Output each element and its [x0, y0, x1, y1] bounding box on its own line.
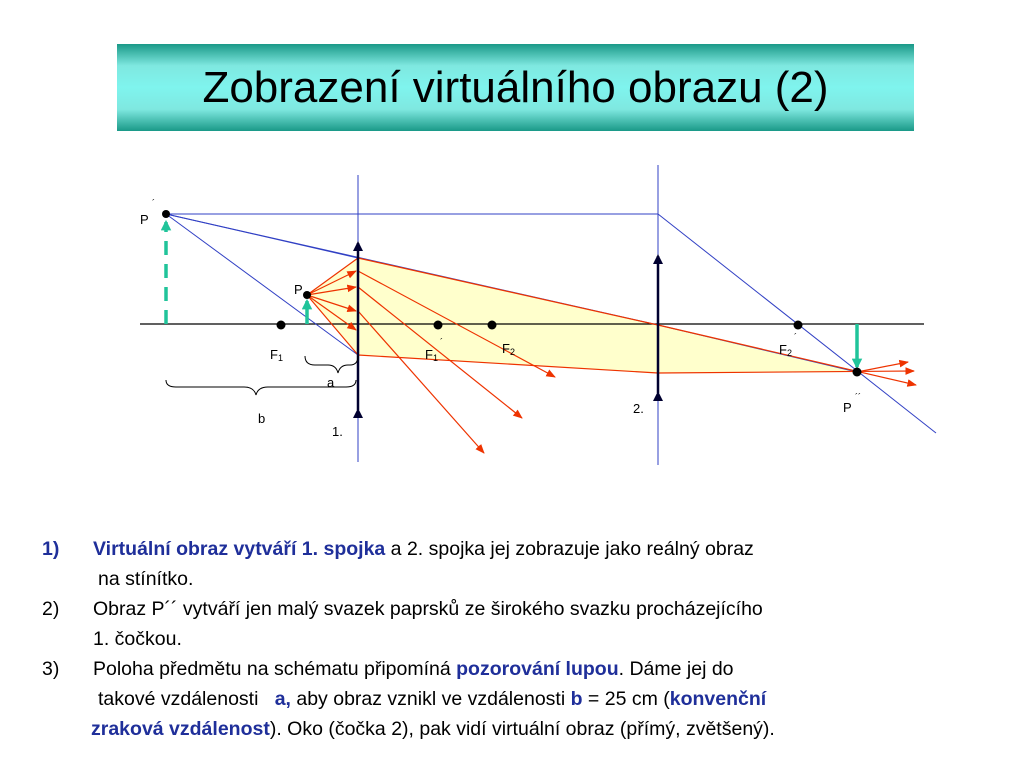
point-F1-prime — [434, 321, 443, 330]
label-P-prime: P — [140, 212, 149, 227]
beam-fill-lens1 — [307, 258, 358, 355]
note-1-continuation — [42, 564, 1012, 594]
label-P-prime-mark: ´ — [152, 198, 155, 208]
label-F2: F2 — [502, 341, 515, 357]
note-number: 2) — [42, 598, 60, 620]
note-text: ). Oko (čočka 2), pak vidí virtuální obraz (přímý, zvětšený). — [269, 718, 775, 740]
label-F2-prime-mark: ´ — [794, 332, 797, 342]
note-text: a 2. spojka jej zobrazuje jako reálný obraz — [385, 538, 754, 560]
label-F1-prime: F1 — [425, 347, 438, 363]
label-lens-1: 1. — [332, 424, 343, 439]
label-F1-prime-mark: ´ — [440, 337, 443, 347]
label-F1: F1 — [270, 347, 283, 363]
note-text: na stínítko. — [98, 568, 194, 590]
point-F2 — [488, 321, 497, 330]
label-b: b — [258, 411, 266, 426]
note-text: = 25 cm ( — [582, 688, 670, 710]
note-3-continuation — [42, 684, 1012, 714]
note-emphasis: pozorování lupou — [456, 658, 619, 680]
note-2 — [42, 594, 1012, 624]
label-P: P — [294, 282, 303, 297]
note-3 — [42, 654, 1012, 684]
note-text: Poloha předmětu na schématu připomíná — [93, 658, 457, 680]
note-text: . Dáme jej do — [618, 658, 734, 680]
point-P-double-prime — [853, 368, 862, 377]
note-number: 3) — [42, 658, 60, 680]
note-emphasis: b — [570, 688, 583, 710]
point-F1 — [277, 321, 286, 330]
note-text: aby obraz vznikl ve vzdálenosti — [290, 688, 571, 710]
note-text: 1. čočkou. — [93, 628, 182, 650]
note-text: Obraz P´´ vytváří jen malý svazek paprsků ze širokého svazku procházejícího — [93, 598, 763, 620]
note-number: 1) — [42, 538, 60, 560]
note-emphasis: Virtuální obraz vytváří 1. spojka — [93, 538, 386, 560]
notes-list — [42, 534, 1012, 744]
label-P-double-prime-mark: ´´ — [855, 392, 861, 402]
label-a: a — [327, 375, 335, 390]
label-F2-prime: F2 — [779, 342, 792, 358]
note-2-continuation — [42, 624, 1012, 654]
note-emphasis: zraková vzdálenost — [91, 718, 270, 740]
slide-title: Zobrazení virtuálního obrazu (2) — [202, 62, 829, 112]
note-text: takové vzdálenosti — [98, 688, 275, 710]
note-3-continuation-2 — [42, 714, 1012, 744]
label-lens-2: 2. — [633, 401, 644, 416]
note-emphasis: a, — [274, 688, 291, 710]
point-P — [303, 291, 311, 299]
ray — [857, 362, 908, 372]
note-1 — [42, 534, 1012, 564]
note-emphasis: konvenční — [669, 688, 767, 710]
point-P-prime — [162, 210, 170, 218]
brace-a — [305, 356, 358, 373]
label-P-double-prime: P — [843, 400, 852, 415]
point-F2-prime — [794, 321, 803, 330]
